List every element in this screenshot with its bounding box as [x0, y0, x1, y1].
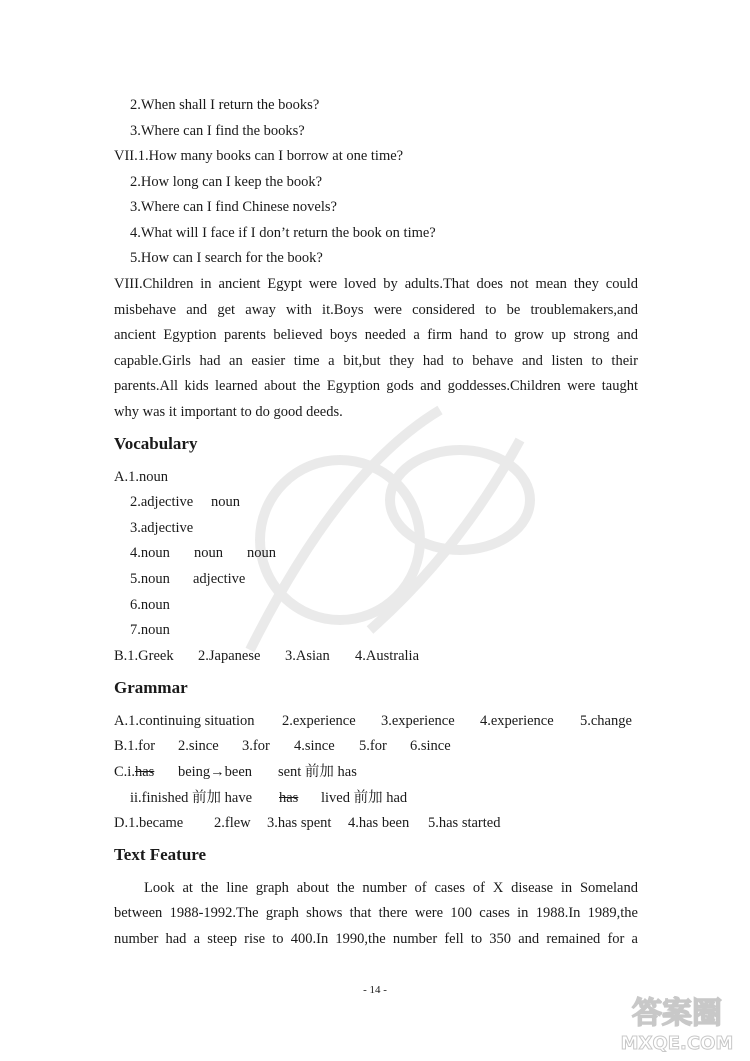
section8-line: why was it important to do good deeds. [114, 404, 343, 420]
grammar-answer: 2.since [178, 738, 219, 754]
section8-line: misbehave and get away with it.Boys were considered to be troublemakers,and [114, 302, 638, 318]
grammar-answer: sent 前加 has [277, 764, 357, 780]
text-feature-line: number had a steep rise to 400.In 1990,the number fell to 350 and remained for a [114, 931, 638, 947]
vocab-answer: 2.adjective [130, 494, 194, 510]
vocab-answer: A.1.noun [114, 469, 168, 485]
section7-line: 4.What will I face if I don’t return the book on time? [130, 225, 436, 241]
grammar-answer: 4.has been [348, 815, 410, 831]
vocab-a-line [130, 596, 170, 614]
vocab-answer: 6.noun [130, 597, 170, 613]
vocab-a-line [114, 468, 168, 486]
grammar-d-line [114, 814, 500, 832]
grammar-answer: 4.experience [480, 713, 554, 729]
grammar-answer: 4.since [294, 738, 335, 754]
vocab-a-line [130, 621, 170, 639]
grammar-answer: 5.for [359, 738, 387, 754]
grammar-a-line [114, 712, 632, 730]
grammar-answer: A.1.continuing situation [114, 713, 255, 729]
section7-line: VII.1.How many books can I borrow at one time? [114, 148, 404, 164]
vocab-a-line [130, 493, 240, 511]
answer-line: 3.Where can I find the books? [130, 123, 305, 139]
vocab-answer: 2.Japanese [198, 648, 261, 664]
vocab-answer: noun [247, 545, 276, 561]
section7-line: 2.How long can I keep the book? [130, 174, 323, 190]
answer-line: 2.When shall I return the books? [130, 97, 320, 113]
grammar-answer: ii.finished 前加 have [130, 790, 253, 806]
grammar-heading: Grammar [114, 678, 188, 697]
grammar-answer: 5.change [580, 713, 632, 729]
vocab-answer: noun [211, 494, 240, 510]
vocab-a-line [130, 519, 193, 537]
site-logo [612, 985, 742, 1055]
vocab-answer: noun [194, 545, 223, 561]
grammar-c1-line [114, 763, 357, 781]
grammar-c2-line [130, 789, 407, 807]
vocab-answer: adjective [193, 571, 246, 587]
text-feature-line: between 1988-1992.The graph shows that there were 100 cases in 1988.In 1989,the [114, 905, 638, 921]
section8-line: VIII.Children in ancient Egypt were loved by adults.That does not mean they could [114, 276, 638, 292]
struck-word: has [279, 790, 299, 806]
vocab-b-line [114, 647, 419, 665]
grammar-answer: 5.has started [428, 815, 501, 831]
grammar-answer: lived 前加 had [321, 790, 408, 806]
grammar-answer: C.i. [114, 764, 135, 780]
vocab-answer: 3.adjective [130, 520, 194, 536]
vocab-answer: 4.Australia [355, 648, 420, 664]
vocab-answer: 5.noun [130, 571, 170, 587]
section7-line: 3.Where can I find Chinese novels? [130, 199, 337, 215]
page-number: - 14 - [363, 984, 387, 996]
text-feature-heading: Text Feature [114, 845, 207, 864]
vocab-a-line [130, 544, 276, 562]
grammar-answer: 3.has spent [267, 815, 332, 831]
grammar-answer: 3.for [242, 738, 270, 754]
vocab-a-line [130, 570, 245, 588]
logo-url: MXQE.COM [620, 1033, 734, 1054]
section7-line: 5.How can I search for the book? [130, 250, 323, 266]
logo-title: 答案圈 [632, 996, 722, 1031]
section8-line: ancient Egyption parents believed boys needed a firm hand to grow up strong and [114, 327, 638, 343]
grammar-answer: B.1.for [114, 738, 156, 754]
vocabulary-heading: Vocabulary [114, 434, 198, 453]
grammar-answer: being→been [177, 764, 253, 780]
grammar-answer: 6.since [410, 738, 451, 754]
grammar-b-line [114, 737, 451, 755]
vocab-answer: B.1.Greek [114, 648, 174, 664]
grammar-answer: 2.experience [282, 713, 356, 729]
vocab-answer: 4.noun [130, 545, 170, 561]
grammar-answer: 2.flew [214, 815, 251, 831]
vocab-answer: 7.noun [130, 622, 170, 638]
grammar-answer: D.1.became [114, 815, 184, 831]
grammar-answer: 3.experience [381, 713, 455, 729]
section8-line: parents.All kids learned about the Egyption gods and goddesses.Children were taught [114, 378, 638, 394]
vocab-answer: 3.Asian [285, 648, 330, 664]
text-feature-line: Look at the line graph about the number of cases of X disease in Someland [144, 880, 638, 896]
struck-word: has [134, 764, 155, 780]
section8-line: capable.Girls had an easier time a bit,but they had to behave and listen to their [114, 353, 638, 369]
